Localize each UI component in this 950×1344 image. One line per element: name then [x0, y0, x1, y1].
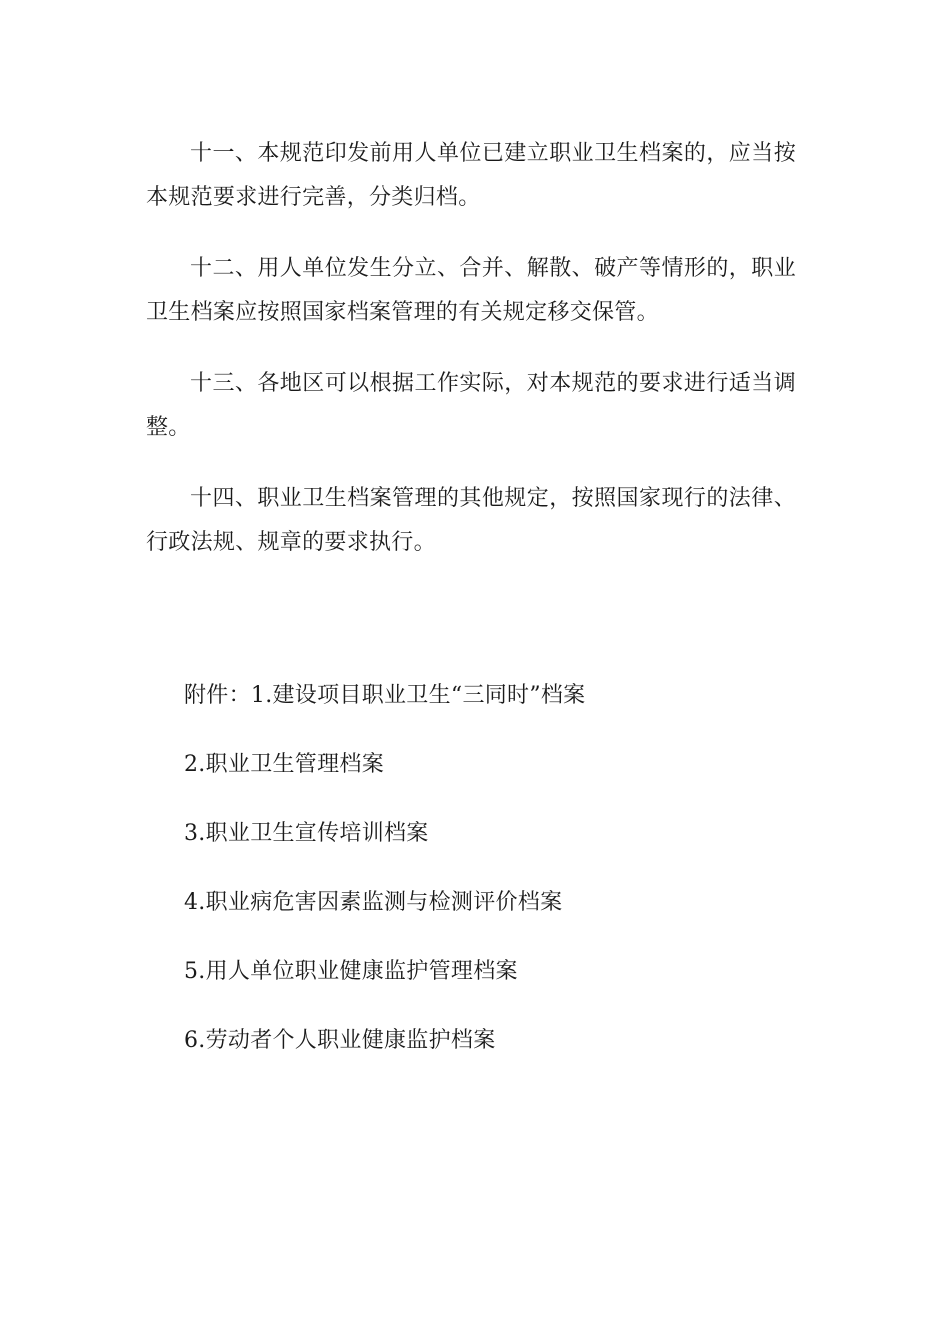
attachment-item-6: 6.劳动者个人职业健康监护档案 — [184, 1028, 496, 1053]
paragraph-thirteen: 十三、各地区可以根据工作实际，对本规范的要求进行适当调整。 — [146, 371, 796, 440]
paragraph-eleven: 十一、本规范印发前用人单位已建立职业卫生档案的，应当按本规范要求进行完善，分类归档。 — [146, 141, 796, 210]
attachment-item-4: 4.职业病危害因素监测与检测评价档案 — [184, 890, 563, 915]
paragraph-fourteen: 十四、职业卫生档案管理的其他规定，按照国家现行的法律、行政法规、规章的要求执行。 — [146, 486, 796, 555]
document-body — [146, 132, 796, 592]
attachment-item-3: 3.职业卫生宣传培训档案 — [184, 821, 429, 846]
attachment-item-5: 5.用人单位职业健康监护管理档案 — [184, 959, 518, 984]
attachment-item-1: 附件：1.建设项目职业卫生“三同时”档案 — [184, 683, 586, 708]
attachments-list — [146, 674, 796, 1088]
attachment-item-2: 2.职业卫生管理档案 — [184, 752, 384, 777]
paragraph-twelve: 十二、用人单位发生分立、合并、解散、破产等情形的，职业卫生档案应按照国家档案管理的有关规定移交保管。 — [146, 256, 796, 325]
